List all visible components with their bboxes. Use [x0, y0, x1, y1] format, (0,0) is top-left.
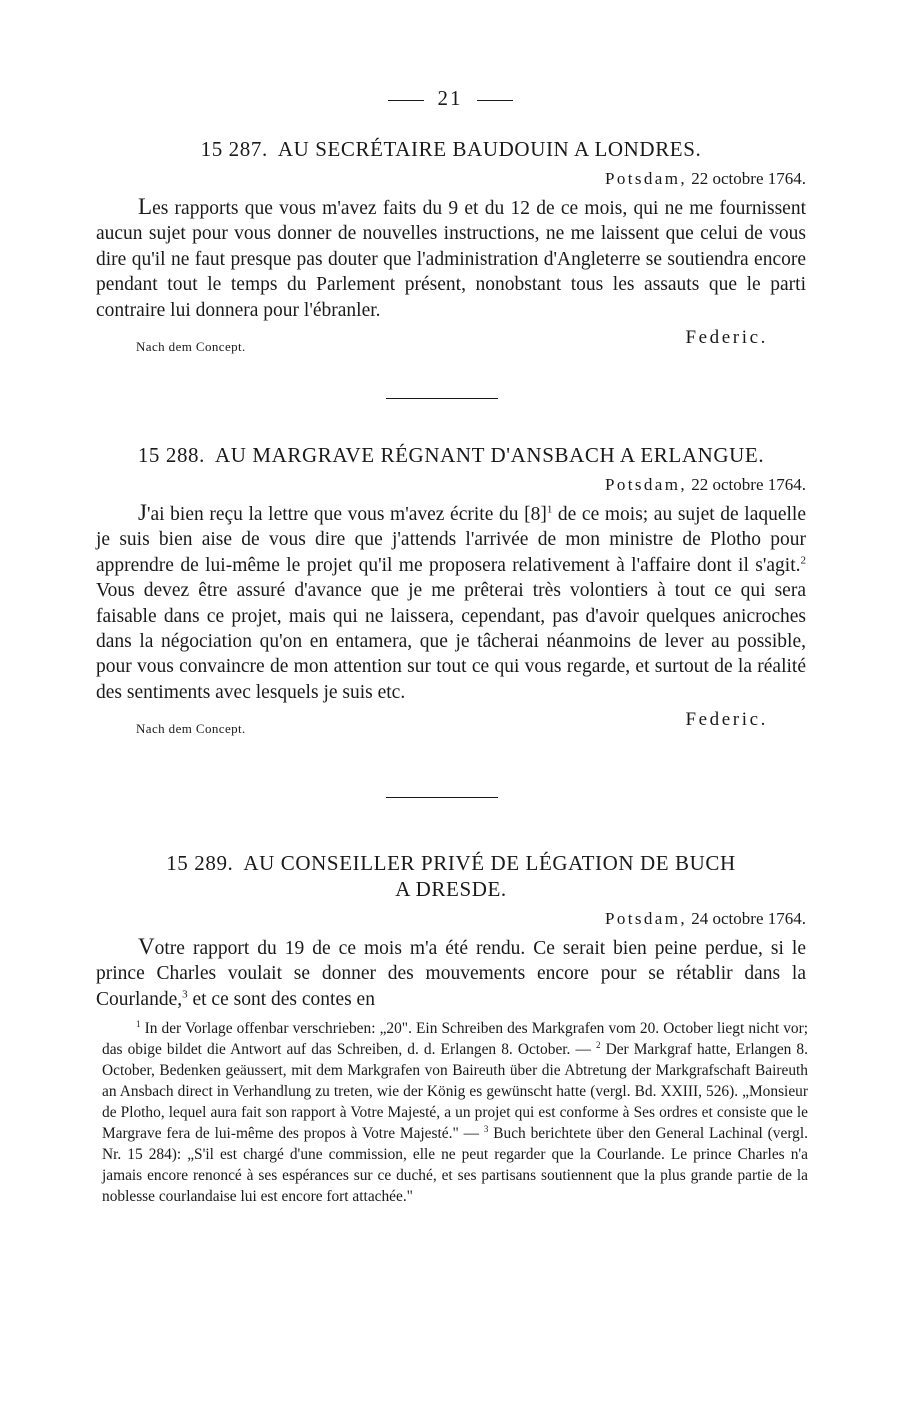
letter-body — [96, 194, 806, 323]
footnote-ref: 1 — [546, 503, 553, 516]
letter-heading — [96, 850, 806, 876]
letter-body-text: Vous devez être assuré d'avance que je me prêterai très volontiers à tout ce qui sera faisable dans ce projet, mais qui ne laissera, cependant, pas d'avoir quelques anicroches dans la négociation qu'on en entamera, que je tâcherai néanmoins de lever au possible, pour vous convaincre de mon attention sur tout ce qui vous regarde, et surtout de la réalité des sentiments avec lesquels je suis etc. — [96, 580, 806, 703]
header-dash-left — [388, 100, 424, 101]
letter-dateline — [96, 908, 806, 930]
footnote-marker: 1 — [136, 1018, 141, 1029]
letter-body-text: otre rapport du 19 de ce mois m'a été rendu. Ce serait bien peine perdue, si le prince Charles voulait se donner des mouvements encore pour se rétablir dans la Courlande, — [96, 938, 806, 1010]
letter-body-text: es rapports que vous m'avez faits du 9 et du 12 de ce mois, qui ne me fournissent aucun sujet pour vous donner de nouvelles instructions, ne me laissent que celui de vous dire qu'il ne faut presque pas douter que l'administration d'Angleterre se soutiendra encore pendant tout le temps du Parlement présent, nonobstant tous les assauts que le parti contraire lui donnera pour l'ébranler. — [96, 198, 806, 321]
footnote-marker: 3 — [483, 1123, 489, 1134]
letter-initial: J — [138, 500, 147, 525]
letter-date: 22 octobre 1764. — [691, 169, 806, 188]
letter-heading — [96, 442, 806, 468]
section-divider — [386, 797, 498, 798]
letter-body — [96, 934, 806, 1012]
letter-date: 22 octobre 1764. — [691, 475, 806, 494]
footnotes — [102, 1018, 808, 1207]
footnote-text: Buch berichtete über den General Lachinal (vergl. Nr. 15 284): „S'il est chargé d'une commission, elle ne peut regarder que la Courlande. Le prince Charles n'a jamais encore renoncé à ses espérances sur ce duché, et ses partisans soutiennent que la plus grande partie de la noblesse courlandaise lui est encore fort attachée." — [102, 1125, 808, 1205]
letter-heading-line2: A DRESDE. — [395, 877, 507, 901]
letter-body-text: 'ai bien reçu la lettre que vous m'avez écrite du [8] — [146, 504, 547, 525]
letter-signature: Federic. — [685, 327, 768, 349]
letter-number: 15 287. — [200, 137, 268, 161]
section-divider — [386, 398, 498, 399]
letter-number: 15 289. — [166, 851, 234, 875]
header-dash-right — [477, 100, 513, 101]
page-number: 21 — [437, 86, 463, 110]
letter-15288 — [96, 442, 806, 737]
letter-body-text: et ce sont des contes en — [187, 988, 375, 1010]
letter-signature-line — [96, 325, 806, 355]
letter-dateline — [96, 474, 806, 496]
letter-place: Potsdam, — [605, 169, 688, 188]
letter-dateline — [96, 168, 806, 190]
letter-title: AU CONSEILLER PRIVÉ DE LÉGATION DE BUCH — [243, 851, 736, 875]
letter-number: 15 288. — [137, 443, 206, 467]
letter-heading — [96, 136, 806, 162]
letter-source-note: Nach dem Concept. — [136, 721, 246, 737]
footnote-text: In der Vorlage offenbar verschrieben: „20". Ein Schreiben des Markgrafen vom 20. October liegt nicht vor; das obige bildet die Antwort auf das Schreiben, d. d. Erlangen 8. October. — — [102, 1020, 808, 1058]
letter-signature: Federic. — [685, 709, 768, 731]
letter-date: 24 octobre 1764. — [691, 909, 806, 928]
letter-body-text: de ce mois; au sujet de laquelle je suis bien aise de vous dire que j'attends l'arrivée de mon ministre de Plotho pour apprendre de lui-même le projet qu'il me proposera relativement à l'affaire dont il s'agit. — [96, 504, 806, 576]
footnote-text: Der Markgraf hatte, Erlangen 8. October, Bedenken geäussert, mit dem Markgrafen von Baireuth über die Abtretung der Markgrafschaft Baireuth an Ansbach direct in Verhandlung zu treten, wie der König es gewünscht hatte (vergl. Bd. XXIII, 526). „Monsieur de Plotho, lequel aura fait son rapport à Votre Majesté, a un projet qui est conforme à Ses ordres et consiste que le Margrave fera de lui-même des propos à Votre Majesté." — — [102, 1041, 808, 1142]
letter-place: Potsdam, — [605, 475, 688, 494]
letter-initial: L — [138, 194, 153, 219]
letter-15289 — [96, 850, 806, 1012]
letter-initial: V — [138, 934, 155, 959]
letter-signature-line — [96, 707, 806, 737]
letter-title: AU SECRÉTAIRE BAUDOUIN A LONDRES. — [277, 137, 702, 161]
letter-body — [96, 500, 806, 705]
footnote-marker: 2 — [595, 1039, 601, 1050]
letter-source-note: Nach dem Concept. — [136, 339, 246, 355]
footnote-ref: 3 — [182, 988, 188, 1001]
letter-15287 — [96, 136, 806, 355]
letter-place: Potsdam, — [605, 909, 688, 928]
running-head — [0, 86, 900, 111]
footnote-ref: 2 — [800, 554, 806, 567]
letter-title: AU MARGRAVE RÉGNANT D'ANSBACH A ERLANGUE. — [215, 443, 765, 467]
